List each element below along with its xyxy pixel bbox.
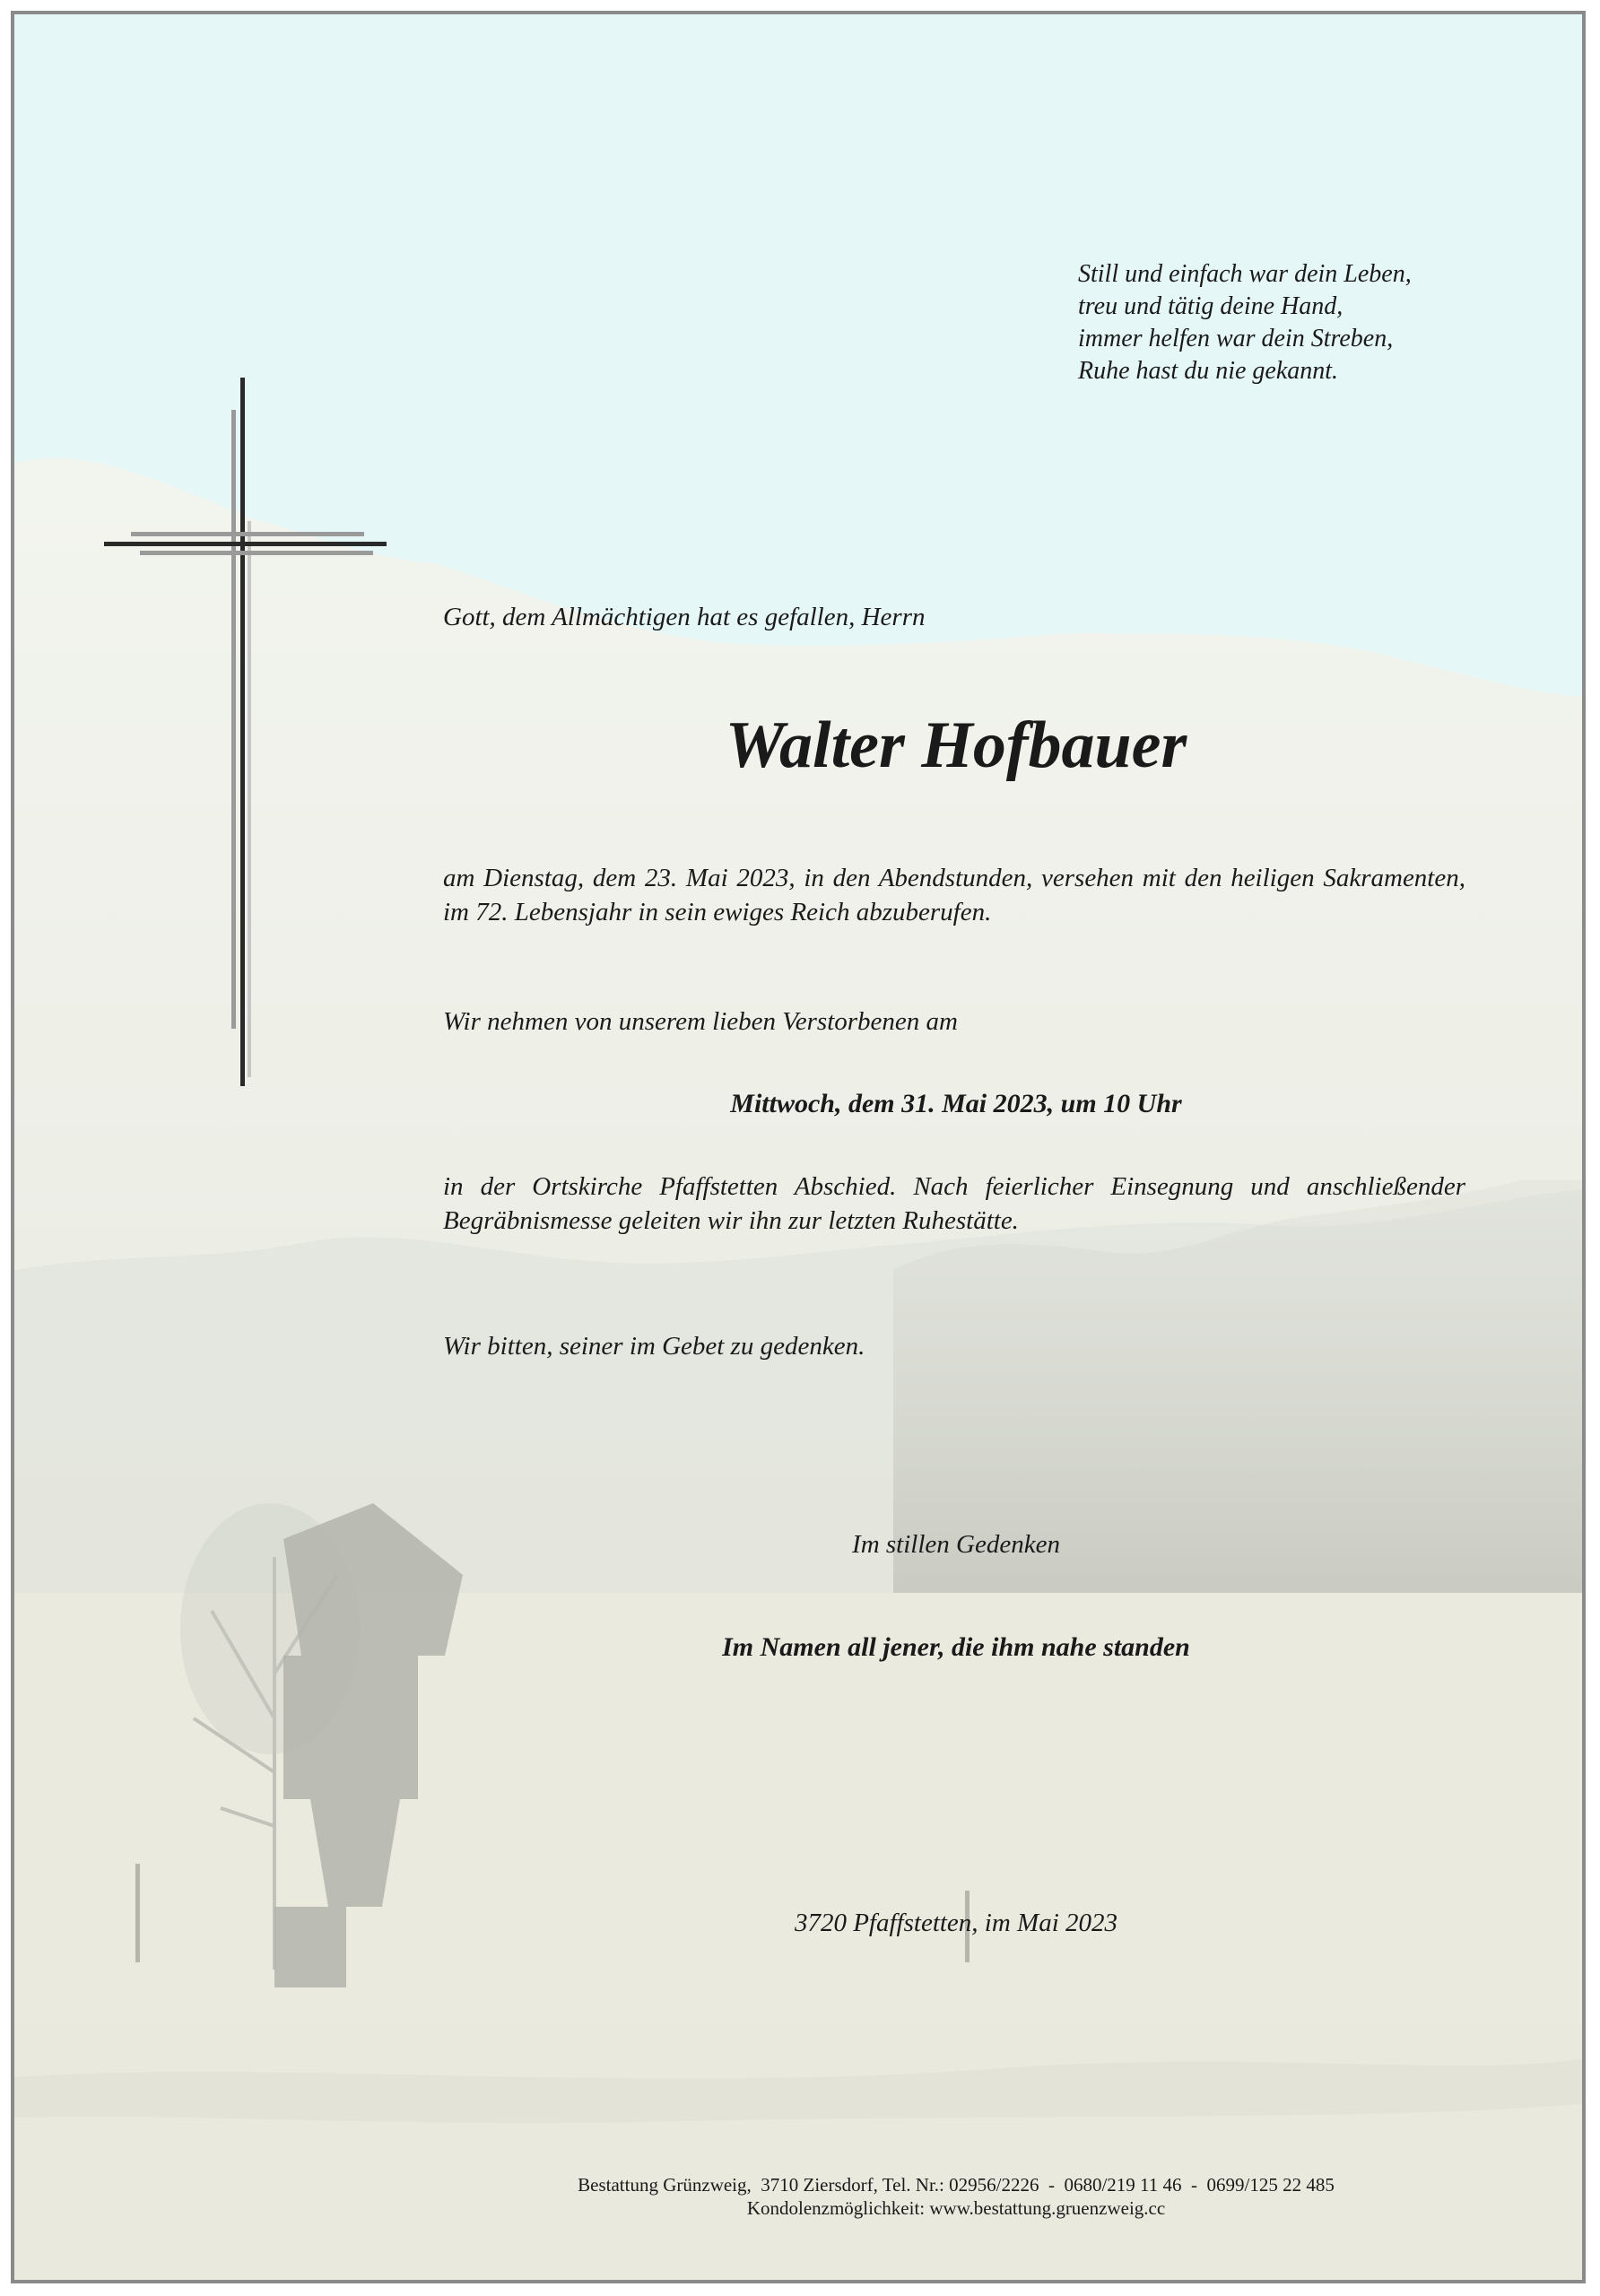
poem-line: immer helfen war dein Streben,	[1078, 325, 1394, 352]
poem-line: Ruhe hast du nie gekannt.	[1078, 357, 1339, 385]
funeral-date: Mittwoch, dem 31. Mai 2023, um 10 Uhr	[730, 1089, 1182, 1118]
footer-condolence-link[interactable]: Kondolenzmöglichkeit: www.bestattung.gruenzweig.cc	[746, 2197, 1166, 2219]
cross-icon	[104, 378, 400, 1104]
page-frame	[11, 11, 1586, 2283]
memory-line: Im stillen Gedenken	[852, 1530, 1060, 1559]
prayer-request: Wir bitten, seiner im Gebet zu gedenken.	[443, 1332, 865, 1361]
deceased-name: Walter Hofbauer	[725, 709, 1187, 782]
farewell-intro: Wir nehmen von unserem lieben Verstorbenen am	[443, 1007, 958, 1036]
footer	[373, 2173, 1539, 2220]
funeral-details: in der Ortskirche Pfaffstetten Abschied. Nach feierlicher Einsegnung und anschließender Begräbnismesse geleiten wir ihn zur letzten Ruhestätte.	[443, 1172, 1465, 1235]
footer-contact: Bestattung Grünzweig, 3710 Ziersdorf, Tel. Nr.: 02956/2226 - 0680/219 11 46 - 0699/125 22 485	[578, 2174, 1335, 2196]
poem	[1078, 258, 1412, 387]
mourners-line: Im Namen all jener, die ihm nahe standen	[722, 1632, 1190, 1662]
death-notice: am Dienstag, dem 23. Mai 2023, in den Abendstunden, versehen mit den heiligen Sakramenten, im 72. Lebensjahr in sein ewiges Reich abzuberufen.	[443, 864, 1465, 926]
poem-line: Still und einfach war dein Leben,	[1078, 260, 1412, 288]
place-date: 3720 Pfaffstetten, im Mai 2023	[794, 1909, 1118, 1937]
poem-line: treu und tätig deine Hand,	[1078, 292, 1343, 320]
intro-line: Gott, dem Allmächtigen hat es gefallen, Herrn	[443, 603, 926, 631]
